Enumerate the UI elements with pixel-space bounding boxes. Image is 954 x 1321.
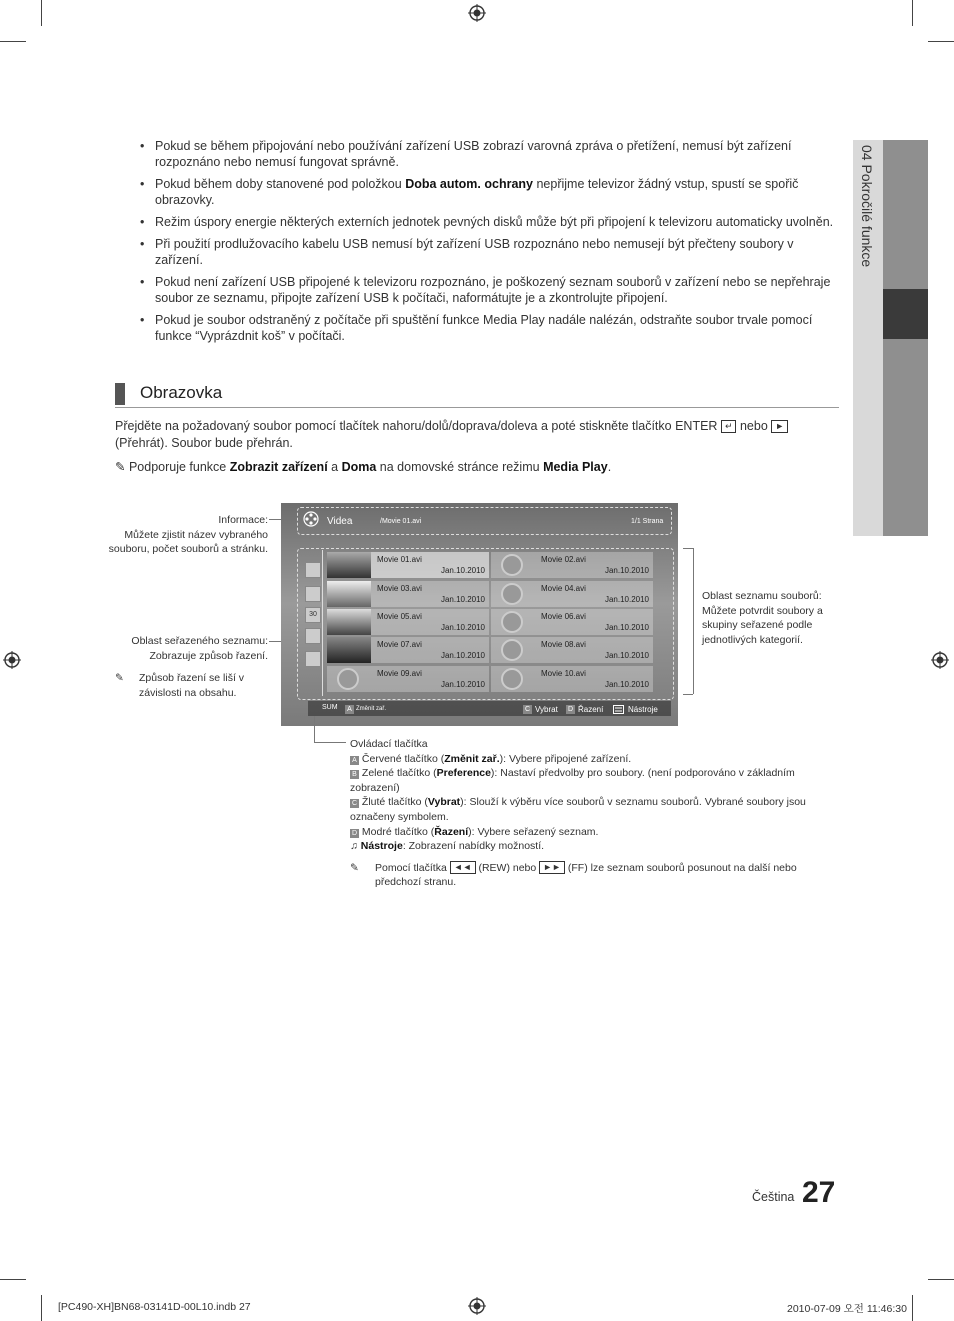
annotation-bracket xyxy=(683,694,693,695)
print-timestamp: 2010-07-09 오전 11:46:30 xyxy=(787,1303,907,1315)
bullet-list xyxy=(140,138,840,350)
list-item: • Režim úspory energie některých externích jednotek pevných disků může být při připojení k televizoru automaticky uvolněn. xyxy=(140,214,840,230)
note-pencil-icon: ✎ xyxy=(350,861,359,874)
file-tile[interactable]: Movie 09.avi Jan.10.2010 xyxy=(327,666,489,692)
controls-description xyxy=(350,737,840,890)
chapter-tab-block xyxy=(883,140,928,289)
key-d-icon: D xyxy=(351,829,358,837)
category-file-icon[interactable] xyxy=(305,628,321,644)
controls-note: ✎ Pomocí tlačítka ◄◄ (REW) nebo ►► (FF) lze seznam souborů posunout na další nebo předchozí stranu. xyxy=(350,861,797,889)
thumbnail xyxy=(327,609,371,635)
category-folder-icon[interactable] xyxy=(305,562,321,578)
note-pencil-icon: ✎ xyxy=(115,672,124,684)
crop-mark xyxy=(0,1279,26,1280)
file-tile[interactable]: Movie 10.avi Jan.10.2010 xyxy=(491,666,653,692)
film-reel-icon xyxy=(501,639,523,661)
crop-mark xyxy=(0,41,26,42)
key-c-icon: C xyxy=(524,706,531,713)
sort-button[interactable]: Řazení xyxy=(578,705,604,714)
section-marker xyxy=(115,383,125,405)
film-reel-icon xyxy=(501,554,523,576)
film-reel-icon xyxy=(501,611,523,633)
registration-mark-icon xyxy=(3,651,21,669)
registration-mark-icon xyxy=(468,1297,486,1315)
film-reel-icon xyxy=(501,583,523,605)
annotation-filelist: Oblast seznamu souborů: Můžete potvrdit soubory a skupiny seřazené podle jednotlivých kategorií. xyxy=(702,590,823,646)
list-item: • Při použití prodlužovacího kabelu USB nemusí být zařízení USB rozpoznáno nebo nemusejí být přečteny soubory v zařízení. xyxy=(140,236,840,268)
list-item: A Červené tlačítko (Změnit zař.): Vybere připojené zařízení. xyxy=(350,752,840,767)
file-tile[interactable]: Movie 08.avi Jan.10.2010 xyxy=(491,637,653,663)
film-reel-icon xyxy=(337,668,359,690)
sort-divider xyxy=(322,550,323,696)
key-a-icon: A xyxy=(350,756,359,765)
film-reel-icon xyxy=(501,668,523,690)
tools-icon: ♫ xyxy=(350,840,358,853)
file-tile[interactable]: Movie 05.avi Jan.10.2010 xyxy=(327,609,489,635)
list-item: • Pokud se během připojování nebo používání zařízení USB zobrazí varovná zpráva o přetížení, nemusí být zařízení rozpoznáno nebo nemusí fungovat správně. xyxy=(140,138,840,170)
crop-mark xyxy=(912,0,913,26)
fast-forward-icon: ►► xyxy=(539,861,565,874)
annotation-sort-note: ✎ Způsob řazení se liší v závislosti na obsahu. xyxy=(115,672,245,699)
registration-mark-icon xyxy=(468,4,486,22)
play-icon: ► xyxy=(771,420,788,433)
key-b-icon: B xyxy=(350,770,359,779)
thumbnail xyxy=(327,637,371,663)
annotation-leader xyxy=(314,742,346,743)
crop-mark xyxy=(928,1279,954,1280)
section-title: Obrazovka xyxy=(140,383,223,402)
crop-mark xyxy=(41,1295,42,1321)
device-label: SUM xyxy=(322,704,338,711)
annotation-bracket xyxy=(693,548,694,694)
file-tile[interactable]: Movie 02.avi Jan.10.2010 xyxy=(491,552,653,578)
annotation-bracket xyxy=(683,548,693,549)
footer-language: Čeština xyxy=(752,1190,795,1204)
file-tile[interactable]: Movie 03.avi Jan.10.2010 xyxy=(327,581,489,607)
key-c-icon: C xyxy=(351,800,358,808)
note-pencil-icon: ✎ xyxy=(115,460,126,474)
annotation-leader xyxy=(314,716,315,742)
crop-mark xyxy=(912,1295,913,1321)
list-item: • Pokud není zařízení USB připojené k televizoru rozpoznáno, je poškozený seznam souborů v zařízení nebo se nepřehraje soubor ze seznamu, připojte zařízení USB k počítači, naformátujte je a zkontrolujte připojení. xyxy=(140,274,840,306)
select-button[interactable]: Vybrat xyxy=(535,705,558,714)
annotation-info: Informace: Můžete zjistit název vybraného souboru, počet souborů a stránku. xyxy=(108,514,268,555)
controls-title: Ovládací tlačítka xyxy=(350,738,428,750)
annotation-sort: Oblast seřazeného seznamu: Zobrazuje způsob řazení. xyxy=(131,635,268,662)
chapter-tab-block xyxy=(883,339,928,536)
list-item: • Pokud během doby stanovené pod položkou Doba autom. ochrany nepřijme televizor žádný vstup, spustí se spořič obrazovky. xyxy=(140,176,840,208)
media-play-screenshot xyxy=(281,503,678,726)
list-item: B Zelené tlačítko (Preference): Nastaví předvolby pro soubory. (není podporováno v základním zobrazení) xyxy=(350,767,795,794)
category-date-icon[interactable]: 30 xyxy=(305,607,321,623)
crop-mark xyxy=(41,0,42,26)
change-device-button[interactable]: Změnit zař. xyxy=(356,706,387,712)
info-area xyxy=(297,507,672,535)
note-paragraph: ✎ Podporuje funkce Zobrazit zařízení a Doma na domovské stránce režimu Media Play. xyxy=(115,460,612,474)
file-tile[interactable]: Movie 07.avi Jan.10.2010 xyxy=(327,637,489,663)
thumbnail xyxy=(327,552,371,578)
film-reel-icon xyxy=(303,511,319,527)
thumbnail xyxy=(327,581,371,607)
chapter-tab-label: 04 Pokročilé funkce xyxy=(859,145,875,268)
enter-key-label: ENTER xyxy=(675,419,718,433)
list-item: C Žluté tlačítko (Vybrat): Slouží k výběru více souborů v seznamu souborů. Vybrané soubory jsou označeny symbolem. xyxy=(350,796,806,823)
category-title-icon[interactable] xyxy=(305,586,321,602)
mode-title: Videa xyxy=(327,516,353,527)
key-a-icon: A xyxy=(345,705,354,714)
file-path: /Movie 01.avi xyxy=(380,518,422,525)
file-tile[interactable]: Movie 04.avi Jan.10.2010 xyxy=(491,581,653,607)
chapter-tab-active-block xyxy=(883,289,928,339)
print-file-info: [PC490-XH]BN68-03141D-00L10.indb 27 xyxy=(58,1301,251,1313)
key-d-icon: D xyxy=(567,706,574,713)
tools-icon xyxy=(613,705,624,714)
list-item: • Pokud je soubor odstraněný z počítače při spuštění funkce Media Play nadále nalézán, odstraňte soubor trvale pomocí funkce “Vyprázdnit koš” v počítači. xyxy=(140,312,840,344)
tools-button[interactable]: Nástroje xyxy=(628,705,658,714)
list-item: ♫ Nástroje: Zobrazení nabídky možností. xyxy=(350,840,545,853)
registration-mark-icon xyxy=(931,651,949,669)
file-tile[interactable]: Movie 01.avi Jan.10.2010 xyxy=(327,552,489,578)
section-divider xyxy=(115,407,839,408)
intro-paragraph: Přejděte na požadovaný soubor pomocí tlačítek nahoru/dolů/doprava/doleva a poté stiskněte tlačítko ENTER ↵ nebo ► (Přehrát). Soubor bude přehrán. xyxy=(115,418,839,452)
crop-mark xyxy=(928,41,954,42)
rewind-icon: ◄◄ xyxy=(450,861,476,874)
page-number: 27 xyxy=(802,1176,836,1209)
list-item: D Modré tlačítko (Řazení): Vybere seřazený seznam. xyxy=(351,825,599,838)
file-tile[interactable]: Movie 06.avi Jan.10.2010 xyxy=(491,609,653,635)
category-favorite-icon[interactable] xyxy=(305,651,321,667)
page-indicator: 1/1 Strana xyxy=(631,518,664,525)
enter-icon: ↵ xyxy=(721,420,737,433)
